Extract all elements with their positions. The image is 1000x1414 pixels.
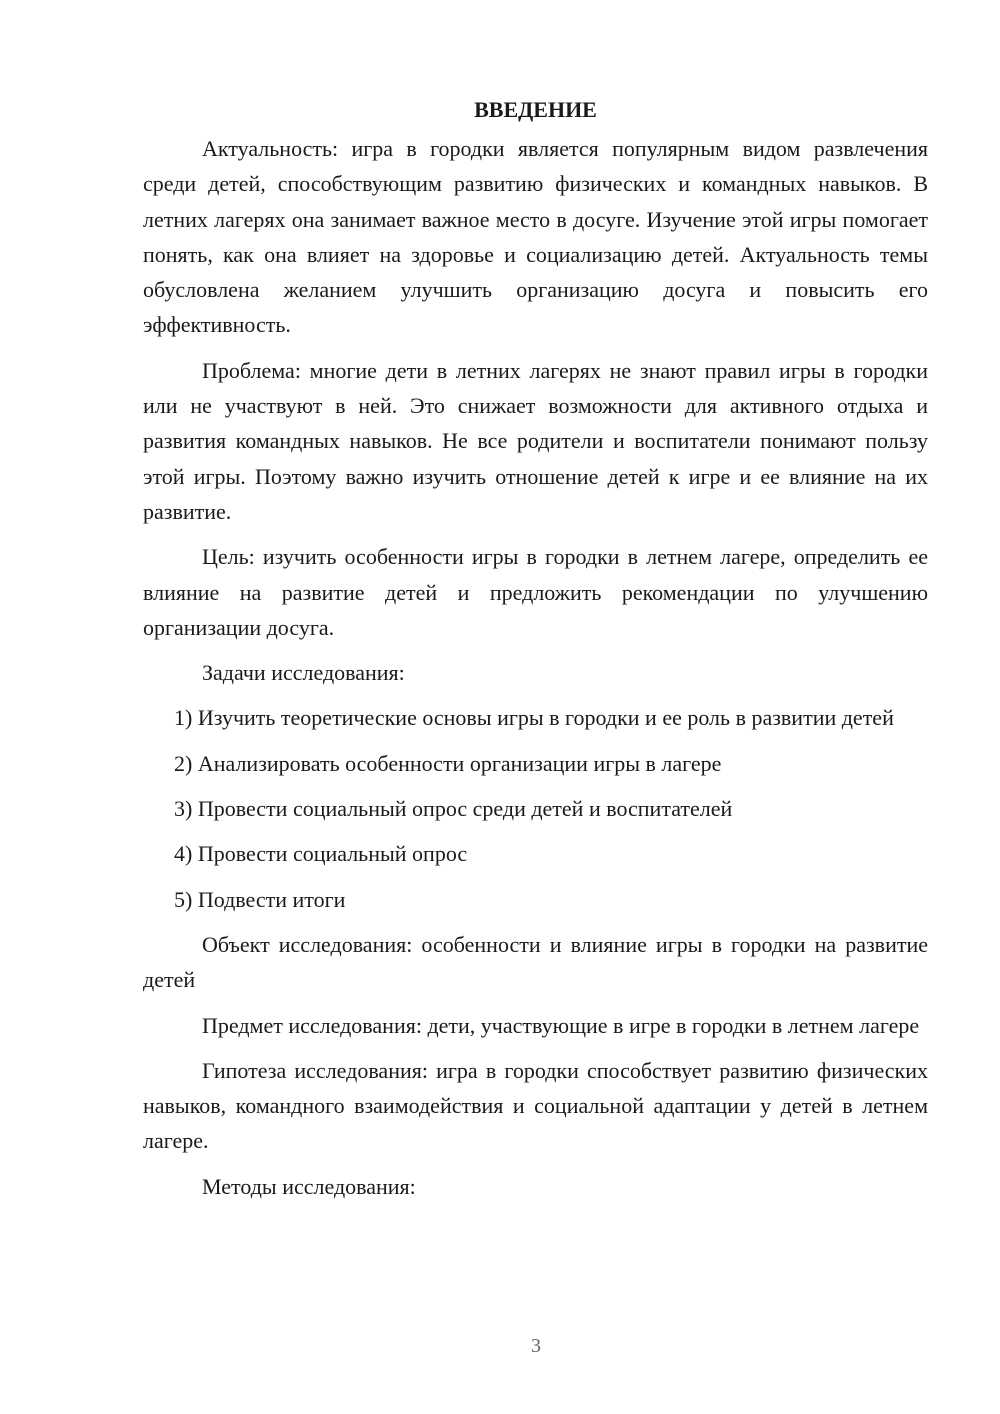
relevance-paragraph: Актуальность: игра в городки является популярным видом развлечения среди детей, способствующим развитию физических и командных навыков. В летних лагерях она занимает важное место в досуге. Изучение этой игры помогает понять, как она влияет на здоровье и социализацию детей. Актуальность темы обусловлена желанием улучшить организацию досуга и повысить его эффективность.	[143, 136, 928, 338]
subject-paragraph: Предмет исследования: дети, участвующие в игре в городки в летнем лагере	[202, 1012, 920, 1038]
object-paragraph: Объект исследования: особенности и влияние игры в городки на развитие детей	[143, 931, 928, 993]
task-item: 4) Провести социальный опрос	[174, 841, 468, 867]
hypothesis-paragraph: Гипотеза исследования: игра в городки способствует развитию физических навыков, командного взаимодействия и социальной адаптации у детей в летнем лагере.	[143, 1057, 928, 1154]
task-item: 1) Изучить теоретические основы игры в городки и ее роль в развитии детей	[174, 705, 894, 731]
problem-paragraph: Проблема: многие дети в летних лагерях не знают правил игры в городки или не участвуют в ней. Это снижает возможности для активного отдыха и развития командных навыков. Не все родители и воспитатели понимают пользу этой игры. Поэтому важно изучить отношение детей к игре и ее влияние на их развитие.	[143, 357, 928, 524]
page-title: ВВЕДЕНИЕ	[474, 97, 597, 122]
task-item: 3) Провести социальный опрос среди детей и воспитателей	[174, 796, 733, 822]
tasks-list	[143, 700, 928, 916]
goal-paragraph: Цель: изучить особенности игры в городки в летнем лагере, определить ее влияние на развитие детей и предложить рекомендации по улучшению организации досуга.	[143, 544, 928, 640]
methods-heading: Методы исследования:	[202, 1173, 416, 1199]
task-item: 2) Анализировать особенности организации игры в лагере	[174, 750, 722, 776]
document-page	[143, 92, 928, 1214]
task-item: 5) Подвести итоги	[174, 886, 346, 912]
page-number: 3	[531, 1335, 541, 1357]
tasks-heading: Задачи исследования:	[202, 660, 405, 686]
